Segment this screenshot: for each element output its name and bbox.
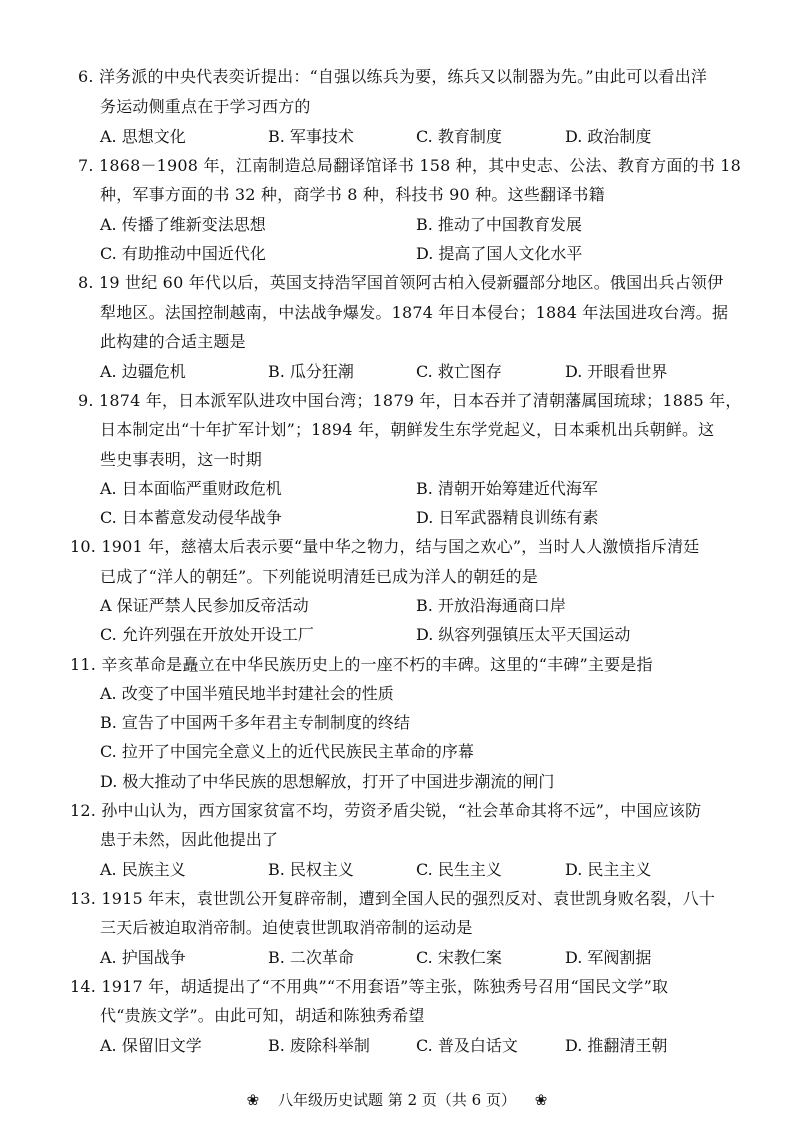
option-d: D. 提高了国人文化水平 bbox=[416, 244, 583, 263]
option-b: B. 宣告了中国两千多年君主专制制度的终结 bbox=[100, 713, 410, 732]
option-c: C. 允许列强在开放处开设工厂 bbox=[100, 625, 314, 644]
option-a: A. 边疆危机 bbox=[100, 362, 186, 381]
option-c: C. 日本蓄意发动侵华战争 bbox=[100, 508, 282, 527]
question-text-line: 7. 1868－1908 年，江南制造总局翻译馆译书 158 种，其中史志、公法、教育方面的书 18 bbox=[78, 156, 742, 175]
option-b: B. 废除科举制 bbox=[268, 1036, 370, 1055]
option-c: C. 拉开了中国完全意义上的近代民族民主革命的序幕 bbox=[100, 742, 474, 761]
option-c: C. 救亡图存 bbox=[416, 362, 502, 381]
option-c: C. 宋教仁案 bbox=[416, 948, 502, 967]
option-a: A. 传播了维新变法思想 bbox=[100, 215, 266, 234]
footer-text: 八年级历史试题 第 2 页（共 6 页） bbox=[278, 1091, 516, 1109]
option-b: B. 开放沿海通商口岸 bbox=[416, 596, 566, 615]
question-text-line: 6. 洋务派的中央代表奕䜣提出：“自强以练兵为要，练兵又以制器为先。”由此可以看出洋 bbox=[78, 67, 708, 86]
question-text-line: 日本制定出“十年扩军计划”；1894 年，朝鲜发生东学党起义，日本乘机出兵朝鲜。这 bbox=[100, 420, 715, 439]
option-d: D. 极大推动了中华民族的思想解放，打开了中国进步潮流的闸门 bbox=[100, 772, 555, 791]
option-c: C. 有助推动中国近代化 bbox=[100, 244, 266, 263]
option-d: D. 军阀割据 bbox=[565, 948, 652, 967]
option-b: B. 军事技术 bbox=[268, 127, 354, 146]
question-text-line: 14. 1917 年，胡适提出了“不用典”“不用套语”等主张，陈独秀号召用“国民文学”取 bbox=[70, 977, 669, 996]
option-c: C. 普及白话文 bbox=[416, 1036, 518, 1055]
option-b: B. 民权主义 bbox=[268, 860, 354, 879]
question-text-line: 此构建的合适主题是 bbox=[100, 332, 246, 351]
question-text-line: 已成了“洋人的朝廷”。下列能说明清廷已成为洋人的朝廷的是 bbox=[100, 567, 538, 586]
option-d: D. 纵容列强镇压太平天国运动 bbox=[416, 625, 631, 644]
question-text-line: 务运动侧重点在于学习西方的 bbox=[100, 97, 311, 116]
flower-ornament-icon: ❀ bbox=[534, 1091, 548, 1109]
flower-ornament-icon: ❀ bbox=[246, 1091, 260, 1109]
question-text-line: 12. 孙中山认为，西方国家贫富不均，劳资矛盾尖锐，“社会革命其将不远”，中国应该防 bbox=[70, 801, 702, 820]
option-a: A. 保留旧文学 bbox=[100, 1036, 202, 1055]
option-d: D. 民主主义 bbox=[565, 860, 652, 879]
option-b: B. 二次革命 bbox=[268, 948, 354, 967]
question-text-line: 9. 1874 年，日本派军队进攻中国台湾；1879 年，日本吞并了清朝藩属国琉球；1885 年， bbox=[78, 391, 742, 410]
question-text-line: 些史事表明，这一时期 bbox=[100, 450, 263, 469]
option-b: B. 清朝开始筹建近代海军 bbox=[416, 479, 598, 498]
question-text-line: 三天后被迫取消帝制。迫使袁世凯取消帝制的运动是 bbox=[100, 918, 473, 937]
option-a: A. 思想文化 bbox=[100, 127, 186, 146]
question-text-line: 种，军事方面的书 32 种，商学书 8 种，科技书 90 种。这些翻译书籍 bbox=[100, 185, 605, 204]
question-text-line: 11. 辛亥革命是矗立在中华民族历史上的一座不朽的丰碑。这里的“丰碑”主要是指 bbox=[70, 655, 653, 674]
option-d: D. 政治制度 bbox=[565, 127, 652, 146]
option-d: D. 推翻清王朝 bbox=[565, 1036, 668, 1055]
option-a: A. 改变了中国半殖民地半封建社会的性质 bbox=[100, 684, 394, 703]
option-a: A 保证严禁人民参加反帝活动 bbox=[100, 596, 309, 615]
option-b: B. 推动了中国教育发展 bbox=[416, 215, 582, 234]
option-d: D. 日军武器精良训练有素 bbox=[416, 508, 599, 527]
option-b: B. 瓜分狂潮 bbox=[268, 362, 354, 381]
question-text-line: 代“贵族文学”。由此可知，胡适和陈独秀希望 bbox=[100, 1006, 425, 1025]
question-text-line: 犁地区。法国控制越南，中法战争爆发。1874 年日本侵台；1884 年法国进攻台湾。据 bbox=[100, 303, 729, 322]
option-c: C. 教育制度 bbox=[416, 127, 502, 146]
option-c: C. 民生主义 bbox=[416, 860, 502, 879]
option-d: D. 开眼看世界 bbox=[565, 362, 668, 381]
option-a: A. 护国战争 bbox=[100, 948, 186, 967]
question-text-line: 13. 1915 年末，袁世凯公开复辟帝制，遭到全国人民的强烈反对、袁世凯身败名裂，八十 bbox=[70, 889, 716, 908]
question-text-line: 患于未然，因此他提出了 bbox=[100, 830, 279, 849]
question-text-line: 10. 1901 年，慈禧太后表示要“量中华之物力，结与国之欢心”，当时人人激愤指斥清廷 bbox=[70, 537, 700, 556]
option-a: A. 日本面临严重财政危机 bbox=[100, 479, 282, 498]
page-footer bbox=[0, 1090, 794, 1110]
question-text-line: 8. 19 世纪 60 年代以后，英国支持浩罕国首领阿古柏入侵新疆部分地区。俄国出兵占领伊 bbox=[78, 273, 724, 292]
option-a: A. 民族主义 bbox=[100, 860, 186, 879]
